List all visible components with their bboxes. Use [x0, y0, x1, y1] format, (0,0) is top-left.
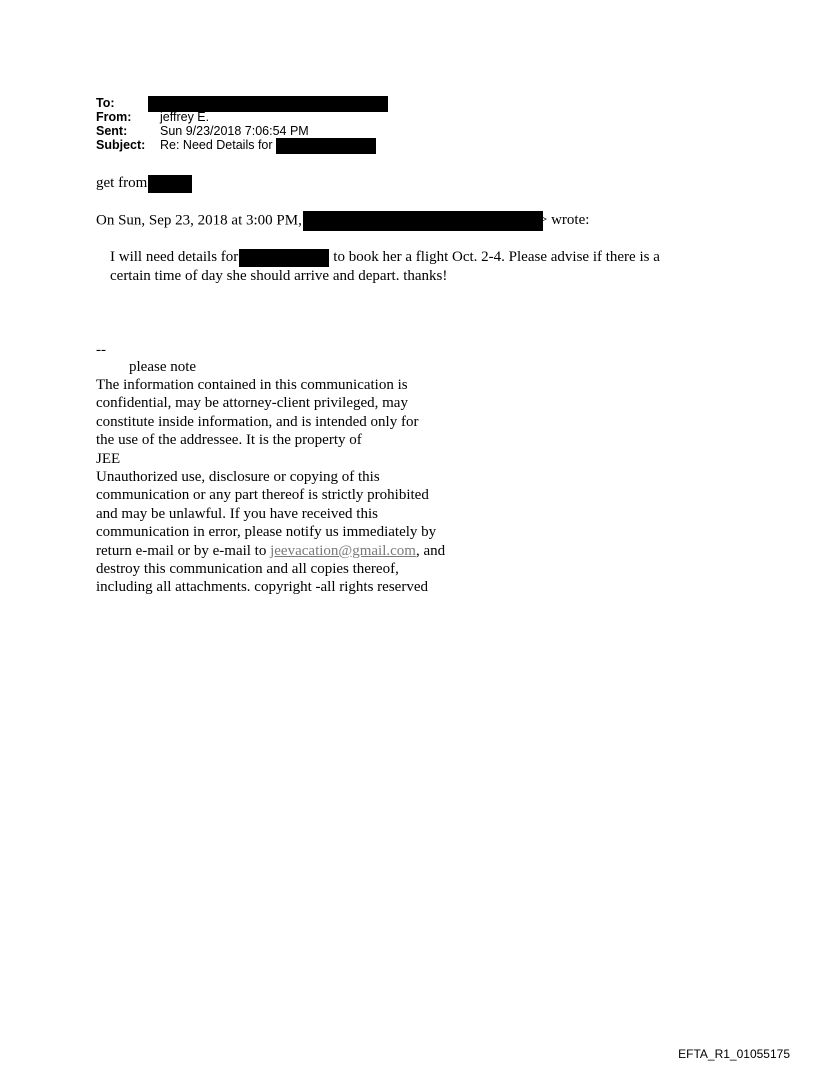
signature-dashes: --	[96, 342, 106, 358]
disclaimer-email-line	[96, 542, 445, 560]
subject-label: Subject:	[96, 138, 146, 153]
disclaimer-line: confidential, may be attorney-client privileged, may	[96, 395, 408, 412]
redaction-bar	[276, 138, 376, 154]
disclaimer-line: Unauthorized use, disclosure or copying of this	[96, 469, 380, 486]
quoted-line1-prefix: I will need details for	[110, 249, 239, 265]
quote-intro-suffix: > wrote:	[538, 212, 590, 229]
quote-intro-prefix: On Sun, Sep 23, 2018 at 3:00 PM,	[96, 212, 302, 229]
email-line-suffix: , and	[415, 542, 446, 559]
signature-note: please note	[129, 359, 197, 375]
subject-value: Re: Need Details for	[160, 138, 273, 153]
from-row	[96, 110, 388, 124]
email-line-prefix: return e-mail or by e-mail to	[96, 542, 271, 559]
email-link[interactable]: jeevacation@gmail.com	[270, 542, 416, 559]
disclaimer-line: constitute inside information, and is intended only for	[96, 413, 419, 430]
sent-value: Sun 9/23/2018 7:06:54 PM	[160, 124, 309, 138]
disclaimer-line: and may be unlawful. If you have received this	[96, 505, 378, 522]
reply-text: get from	[96, 175, 148, 191]
email-header	[96, 96, 388, 152]
redaction-bar	[239, 249, 329, 267]
sent-row	[96, 124, 388, 138]
from-value: jeffrey E.	[160, 110, 210, 124]
disclaimer-block	[96, 376, 445, 597]
disclaimer-line: communication or any part thereof is strictly prohibited	[96, 487, 429, 504]
sent-label: Sent:	[96, 124, 128, 138]
disclaimer-line: JEE	[96, 450, 121, 467]
disclaimer-line: the use of the addressee. It is the property of	[96, 432, 362, 449]
to-label: To:	[96, 96, 115, 111]
redaction-bar	[148, 175, 192, 193]
disclaimer-line: communication in error, please notify us immediately by	[96, 524, 437, 541]
redaction-bar	[303, 211, 543, 231]
quoted-line2: certain time of day she should arrive and depart. thanks!	[110, 268, 448, 284]
quoted-message-line-1	[110, 248, 660, 267]
from-label: From:	[96, 110, 132, 124]
disclaimer-line: The information contained in this communication is	[96, 377, 408, 393]
disclaimer-line: including all attachments. copyright -all rights reserved	[96, 579, 428, 596]
quote-intro	[96, 211, 589, 231]
to-row	[96, 96, 388, 110]
quoted-line1-suffix: to book her a flight Oct. 2-4. Please advise if there is a	[333, 249, 660, 265]
reply-text-line	[96, 174, 192, 193]
subject-row	[96, 138, 388, 152]
document-id: EFTA_R1_01055175	[678, 1047, 790, 1061]
disclaimer-line: destroy this communication and all copies thereof,	[96, 561, 399, 578]
quoted-message-line-2	[110, 267, 447, 285]
